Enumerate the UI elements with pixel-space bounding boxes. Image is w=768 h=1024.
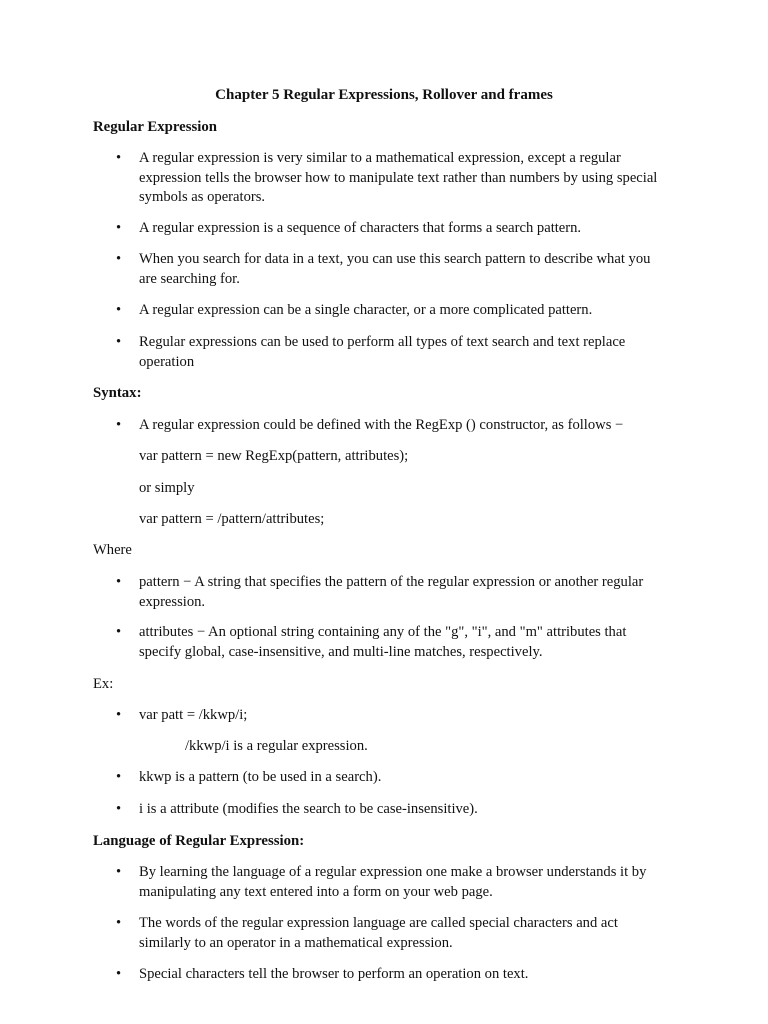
list-item-text: A regular expression is a sequence of characters that forms a search pattern. [139, 220, 582, 236]
bullet-icon: • [116, 915, 122, 931]
bullet-icon: • [116, 251, 122, 267]
list-item-text: pattern − A string that specifies the pattern of the regular expression or another regular expression. [139, 574, 644, 610]
list-item-text: var patt = /kkwp/i; [139, 707, 248, 723]
list-item-text: A regular expression could be defined with the RegExp () constructor, as follows − [139, 417, 624, 433]
list-item-text: Special characters tell the browser to perform an operation on text. [139, 966, 529, 982]
bullet-icon: • [116, 769, 122, 785]
body-text: or simply [139, 480, 195, 496]
list-item-text: The words of the regular expression language are called special characters and act similarly to an operator in a mathematical expression. [139, 915, 618, 951]
page-title: Chapter 5 Regular Expressions, Rollover and frames [215, 87, 553, 103]
section-heading-syntax: Syntax: [93, 385, 142, 401]
bullet-icon: • [116, 707, 122, 723]
example-explanation: /kkwp/i is a regular expression. [185, 738, 368, 754]
section-heading-language: Language of Regular Expression: [93, 833, 305, 849]
list-item-text: A regular expression is very similar to a mathematical expression, except a regular expression tells the browser how to manipulate text rather than numbers by using special symbols as operators. [139, 150, 658, 205]
list-item-text: A regular expression can be a single character, or a more complicated pattern. [139, 302, 593, 318]
list-item-text: i is a attribute (modifies the search to be case-insensitive). [139, 801, 478, 817]
bullet-icon: • [116, 302, 122, 318]
bullet-icon: • [116, 220, 122, 236]
list-item-text: kkwp is a pattern (to be used in a search). [139, 769, 382, 785]
section-heading-regular-expression: Regular Expression [93, 119, 218, 135]
example-label: Ex: [93, 676, 114, 692]
bullet-icon: • [116, 417, 122, 433]
bullet-icon: • [116, 624, 122, 640]
bullet-icon: • [116, 966, 122, 982]
bullet-icon: • [116, 864, 122, 880]
bullet-icon: • [116, 150, 122, 166]
code-line: var pattern = /pattern/attributes; [139, 511, 325, 527]
bullet-icon: • [116, 574, 122, 590]
list-item-text: When you search for data in a text, you can use this search pattern to describe what you are searching for. [139, 251, 651, 287]
bullet-icon: • [116, 334, 122, 350]
code-line: var pattern = new RegExp(pattern, attributes); [139, 448, 409, 464]
list-item-text: Regular expressions can be used to perform all types of text search and text replace operation [139, 334, 626, 370]
list-item-text: By learning the language of a regular expression one make a browser understands it by manipulating any text entered into a form on your web page. [139, 864, 647, 900]
list-item-text: attributes − An optional string containing any of the "g", "i", and "m" attributes that specify global, case-insensitive, and multi-line matches, respectively. [139, 624, 627, 660]
bullet-icon: • [116, 801, 122, 817]
where-label: Where [93, 542, 132, 558]
